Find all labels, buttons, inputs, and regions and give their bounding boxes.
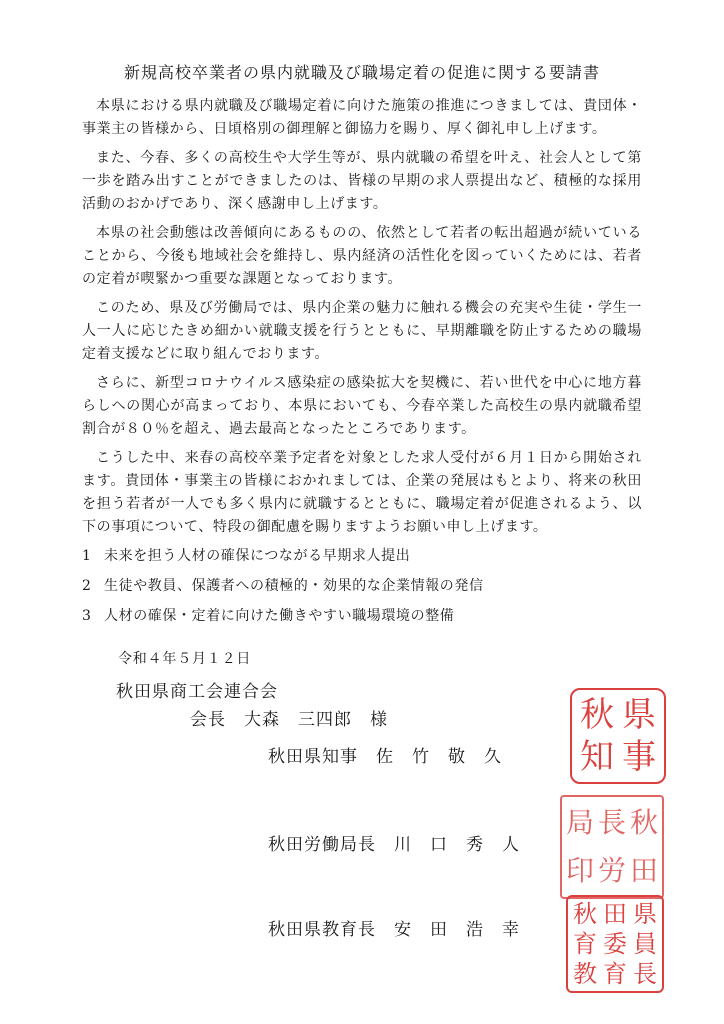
signer-labor-bureau: 秋田労働局長 川 口 秀 人 xyxy=(268,835,520,855)
request-text: 未来を担う人材の確保につながる早期求人提出 xyxy=(104,548,411,564)
request-item xyxy=(82,605,642,635)
governor-seal-stamp: 秋 県 知 事 xyxy=(570,688,666,784)
request-text: 人材の確保・定着に向けた働きやすい職場環境の整備 xyxy=(104,608,455,624)
request-number: 1 xyxy=(82,548,92,564)
request-number: 2 xyxy=(82,578,92,594)
request-item xyxy=(82,575,642,605)
request-list xyxy=(82,545,642,635)
paragraph-3: 本県の社会動態は改善傾向にあるものの、依然として若者の転出超過が続いていることから、今後も地域社会を維持し、県内経済の活性化を図っていくためには、若者の定着が喫緊かつ重要な課題となっております。 xyxy=(82,225,642,287)
recipient-organization: 秋田県商工会連合会 xyxy=(116,682,278,702)
education-seal-stamp: 秋 田 県 育 委 員 教 育 長 xyxy=(566,895,664,993)
paragraph-1: 本県における県内就職及び職場定着に向けた施策の推進につきましては、貴団体・事業主の皆様から、日頃格別の御理解と御協力を賜り、厚く御礼申し上げます。 xyxy=(82,98,642,137)
paragraph-2: また、今春、多くの高校生や大学生等が、県内就職の希望を叶え、社会人として第一歩を踏み出すことができましたのは、皆様の早期の求人票提出など、積極的な採用活動のおかげであり、深く感謝申し上げます。 xyxy=(82,150,642,212)
paragraph-5: さらに、新型コロナウイルス感染症の感染拡大を契機に、若い世代を中心に地方暮らしへの関心が高まっており、本県においても、今春卒業した高校生の県内就職希望割合が８０％を超え、過去最高となったところであります。 xyxy=(82,375,642,437)
signer-education: 秋田県教育長 安 田 浩 幸 xyxy=(268,920,520,940)
signer-governor: 秋田県知事 佐 竹 敬 久 xyxy=(268,747,502,767)
document-title: 新規高校卒業者の県内就職及び職場定着の促進に関する要請書 xyxy=(123,63,600,82)
document-date: 令和４年５月１２日 xyxy=(118,651,252,667)
request-text: 生徒や教員、保護者への積極的・効果的な企業情報の発信 xyxy=(104,578,484,594)
request-item xyxy=(82,545,642,575)
recipient-name: 会長 大森 三四郎 様 xyxy=(190,710,388,730)
paragraph-4: このため、県及び労働局では、県内企業の魅力に触れる機会の充実や生徒・学生一人一人に応じたきめ細かい就職支援を行うとともに、早期離職を防止するための職場定着支援などに取り組んでおります。 xyxy=(82,300,642,362)
paragraph-6: こうした中、来春の高校卒業予定者を対象とした求人受付が６月１日から開始されます。貴団体・事業主の皆様におかれましては、企業の発展はもとより、将来の秋田を担う若者が一人でも多く県内に就職するとともに、職場定着が促進されるよう、以下の事項について、特段の御配慮を賜りますようお願い申し上げます。 xyxy=(82,450,642,535)
labor-bureau-seal-stamp: 局 長 秋 印 労 田 xyxy=(560,795,664,899)
document-body xyxy=(82,95,642,545)
request-number: 3 xyxy=(82,608,92,624)
